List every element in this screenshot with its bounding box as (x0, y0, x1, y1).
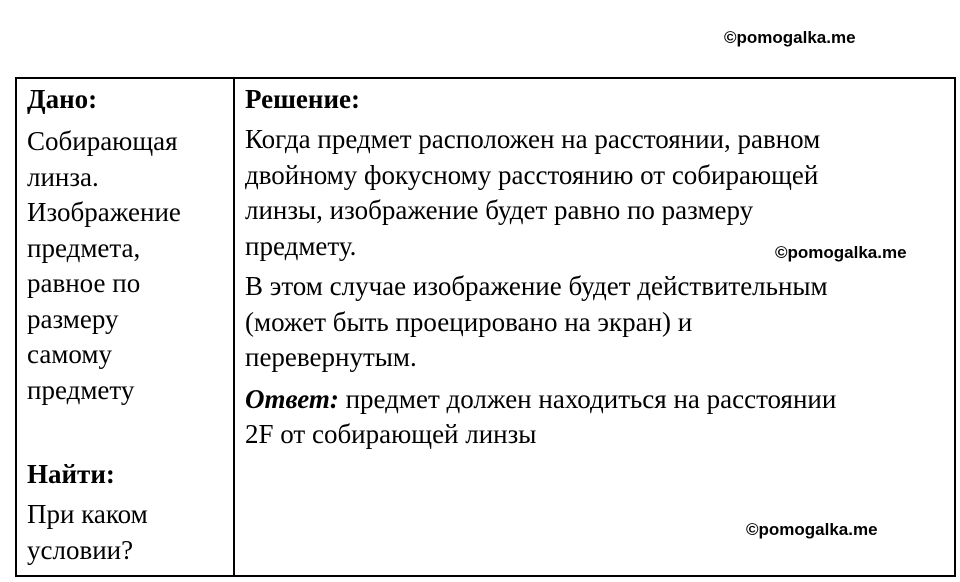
watermark-middle: ©pomogalka.me (775, 243, 907, 262)
solution-line: (может быть проецировано на экран) и (245, 306, 693, 337)
find-line: условии? (27, 534, 134, 565)
given-heading: Дано: (27, 84, 98, 114)
find-text (27, 497, 225, 568)
solution-line: перевернутым. (245, 342, 417, 372)
solution-line: предмету. (245, 230, 357, 261)
find-heading: Найти: (27, 459, 115, 489)
given-line: Собирающая (27, 126, 178, 156)
answer-paragraph (245, 382, 944, 453)
given-line: предмету (27, 374, 135, 405)
answer-label: Ответ: (245, 383, 339, 414)
solution-line: двойному фокусному расстоянию от собирающей (245, 159, 819, 190)
solution-line: В этом случае изображение будет действительным (245, 271, 828, 301)
solution-table (15, 77, 956, 577)
given-column (17, 79, 235, 575)
given-line: линза. (27, 161, 99, 192)
given-line: размеру (27, 303, 119, 334)
find-line: При каком (27, 499, 148, 529)
given-text (27, 124, 225, 408)
watermark-bottom: ©pomogalka.me (746, 520, 878, 539)
find-block (27, 457, 225, 568)
answer-text: предмет должен находиться на расстоянии (338, 383, 837, 414)
solution-paragraph-2 (245, 269, 944, 376)
solution-line: Когда предмет расположен на расстоянии, равном (245, 124, 821, 154)
given-line: Изображение (27, 197, 181, 227)
watermark-top: ©pomogalka.me (724, 28, 856, 47)
solution-heading: Решение: (245, 84, 360, 114)
given-line: предмета, (27, 232, 141, 263)
solution-column (235, 79, 954, 575)
given-line: равное по (27, 268, 141, 298)
answer-line: 2F от собирающей линзы (245, 419, 537, 449)
given-line: самому (27, 339, 112, 369)
answer-line (245, 382, 944, 418)
solution-line: линзы, изображение будет равно по размеру (245, 195, 754, 225)
